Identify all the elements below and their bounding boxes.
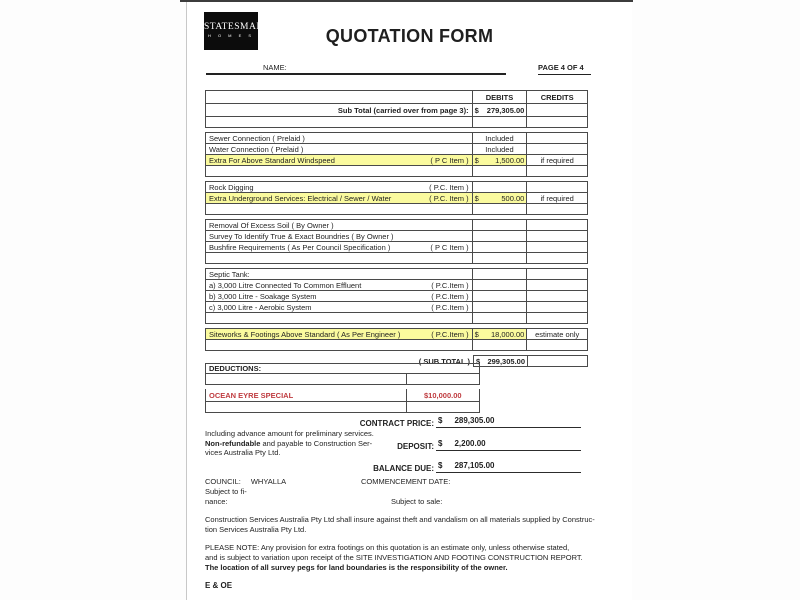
deposit-note: Including advance amount for preliminary services. Non-refundable and payable to Construction Ser- vices Australia Pty Ltd. xyxy=(205,429,374,457)
credits-cell xyxy=(527,133,587,143)
pc-item-tag: ( P.C.Item ) xyxy=(431,329,469,339)
credits-cell xyxy=(527,117,587,127)
logo-text: STATESMAN xyxy=(204,22,264,32)
table-header-row xyxy=(206,91,587,104)
deposit-value: $ 2,200.00 xyxy=(436,439,581,451)
debits-cell xyxy=(473,220,528,230)
description-cell: Extra Underground Services: Electrical / Sewer / Water ( P.C. Item ) xyxy=(206,193,473,203)
please-note-paragraph: PLEASE NOTE: Any provision for extra footings on this quotation is an estimate only, unless otherwise stated, and is subject to variation upon receipt of the SITE INVESTIGATION AND FOOTING CONSTRUCTION REPORT. The location of all survey pegs for land boundaries is the responsibility of the owner. xyxy=(205,543,583,572)
table-row xyxy=(206,329,587,340)
pc-item-tag: ( P.C.Item ) xyxy=(431,302,469,312)
balance-due-row xyxy=(205,461,588,473)
table-row xyxy=(206,280,587,291)
page-number-underline xyxy=(538,74,591,75)
description-cell: Removal Of Excess Soil ( By Owner ) xyxy=(206,220,473,230)
table-row xyxy=(206,193,587,204)
credits-cell xyxy=(527,269,587,279)
debits-cell xyxy=(473,302,528,312)
credits-cell xyxy=(527,291,587,301)
subject-to-finance: Subject to fi- xyxy=(205,487,247,496)
credits-cell xyxy=(527,104,587,116)
description-cell: Septic Tank: xyxy=(206,269,473,279)
council-block: COUNCIL: WHYALLA Subject to fi- nance: COMMENCEMENT DATE: Subject to sale: xyxy=(205,477,625,507)
debits-cell xyxy=(473,166,528,176)
table-row xyxy=(206,104,587,117)
description-cell: Water Connection ( Prelaid ) xyxy=(206,144,473,154)
credits-cell: CREDITS xyxy=(540,92,574,102)
table-row xyxy=(206,182,587,193)
description-cell xyxy=(206,313,473,323)
commencement-date-label: COMMENCEMENT DATE: xyxy=(361,477,451,486)
credits-cell xyxy=(527,253,587,263)
description-cell: ( SUB TOTAL ) xyxy=(418,356,470,366)
table-row xyxy=(206,155,587,166)
credits-cell xyxy=(527,204,587,214)
table-row xyxy=(206,220,587,231)
deposit-label: DEPOSIT: xyxy=(397,442,434,451)
description-cell: a) 3,000 Litre Connected To Common Effluent ( P.C.Item ) xyxy=(206,280,473,290)
page-number-label: PAGE 4 OF 4 xyxy=(538,63,584,72)
pc-item-tag: ( P C Item ) xyxy=(430,155,469,165)
deductions-title: DEDUCTIONS: xyxy=(209,364,262,373)
table-row xyxy=(206,166,587,177)
credits-cell xyxy=(527,280,587,290)
quotation-table xyxy=(205,90,588,371)
debits-cell xyxy=(473,340,528,350)
debits-cell xyxy=(473,242,528,252)
table-group xyxy=(205,90,588,128)
description-cell xyxy=(206,340,473,350)
deduction-item-row xyxy=(205,389,480,402)
balance-due-label: BALANCE DUE: xyxy=(373,464,434,473)
subject-to-sale-label: Subject to sale: xyxy=(391,497,443,506)
deduction-item-label: OCEAN EYRE SPECIAL xyxy=(206,389,407,401)
logo-subtext: H O M E S xyxy=(207,33,255,38)
credits-cell xyxy=(527,166,587,176)
debits-cell: $ 500.00 xyxy=(473,193,528,203)
debits-cell: DEBITS xyxy=(473,91,528,103)
description-cell xyxy=(206,117,473,127)
pc-item-tag: ( P.C.Item ) xyxy=(431,291,469,301)
name-underline xyxy=(206,73,506,75)
quotation-page xyxy=(186,0,632,600)
description-cell xyxy=(206,91,473,103)
council-value: WHYALLA xyxy=(250,477,287,486)
credits-cell xyxy=(527,340,587,350)
table-row xyxy=(206,133,587,144)
table-group xyxy=(205,328,588,351)
description-cell xyxy=(206,253,473,263)
name-label: NAME: xyxy=(263,63,287,72)
debits-cell xyxy=(473,280,528,290)
table-row xyxy=(206,231,587,242)
credits-cell: estimate only xyxy=(535,329,580,339)
credits-cell xyxy=(527,182,587,192)
debits-cell xyxy=(473,204,528,214)
table-row xyxy=(206,204,587,215)
description-cell: Extra For Above Standard Windspeed ( P C Item ) xyxy=(206,155,473,165)
credits-cell xyxy=(527,220,587,230)
debits-cell xyxy=(473,313,528,323)
description-cell xyxy=(206,204,473,214)
pc-item-tag: ( P.C.Item ) xyxy=(431,280,469,290)
table-row xyxy=(206,313,587,324)
debits-cell xyxy=(473,269,528,279)
credits-cell: if required xyxy=(540,193,574,203)
description-cell: Siteworks & Footings Above Standard ( As Per Engineer ) ( P.C.Item ) xyxy=(206,329,473,339)
credits-cell: if required xyxy=(540,155,574,165)
errors-and-omissions-label: E & OE xyxy=(205,581,233,590)
description-cell xyxy=(206,166,473,176)
insurance-paragraph: Construction Services Australia Pty Ltd shall insure against theft and vandalism on all materials supplied by Construc- tion Services Australia Pty Ltd. xyxy=(205,515,595,534)
deduction-item-amount: $10,000.00 xyxy=(424,390,462,400)
debits-cell: $ 279,305.00 xyxy=(473,104,528,116)
table-group xyxy=(205,219,588,264)
debits-cell: $ 18,000.00 xyxy=(473,329,528,339)
description-cell: Survey To Identify True & Exact Boundries ( By Owner ) xyxy=(206,231,473,241)
table-row xyxy=(206,242,587,253)
pc-item-tag: ( P.C. Item ) xyxy=(429,182,469,192)
deductions-table xyxy=(205,363,480,413)
table-row xyxy=(206,253,587,264)
table-row xyxy=(206,117,587,128)
debits-cell xyxy=(473,182,528,192)
credits-cell xyxy=(527,144,587,154)
pc-item-tag: ( P C Item ) xyxy=(430,242,469,252)
debits-cell: Included xyxy=(473,133,528,143)
page-title: QUOTATION FORM xyxy=(325,26,494,46)
table-row xyxy=(206,291,587,302)
description-cell: Sewer Connection ( Prelaid ) xyxy=(206,133,473,143)
page-top-rule xyxy=(180,0,633,2)
description-cell: Bushfire Requirements ( As Per Council Specification ) ( P C Item ) xyxy=(206,242,473,252)
debits-cell: $ 299,305.00 xyxy=(473,355,528,367)
credits-cell xyxy=(527,242,587,252)
credits-cell xyxy=(527,302,587,312)
deductions-empty-row xyxy=(205,374,480,385)
table-row xyxy=(206,340,587,351)
contract-price-row xyxy=(205,416,588,428)
table-group xyxy=(205,132,588,177)
table-row xyxy=(206,302,587,313)
contract-price-value: $ 289,305.00 xyxy=(436,416,581,428)
description-cell: b) 3,000 Litre - Soakage System ( P.C.Item ) xyxy=(206,291,473,301)
balance-due-value: $ 287,105.00 xyxy=(436,461,581,473)
debits-cell xyxy=(473,231,528,241)
table-row xyxy=(206,144,587,155)
table-group xyxy=(205,181,588,215)
debits-cell xyxy=(473,117,528,127)
credits-cell xyxy=(528,355,588,367)
debits-cell: $ 1,500.00 xyxy=(473,155,528,165)
council-label: COUNCIL: xyxy=(205,477,241,486)
credits-cell xyxy=(527,231,587,241)
debits-cell: Included xyxy=(473,144,528,154)
debits-cell xyxy=(473,291,528,301)
description-cell: Sub Total (carried over from page 3): xyxy=(206,104,473,116)
pc-item-tag: ( P.C. Item ) xyxy=(429,193,469,203)
debits-cell xyxy=(473,253,528,263)
contract-price-label: CONTRACT PRICE: xyxy=(359,419,434,428)
table-group xyxy=(205,268,588,324)
deductions-header-row xyxy=(205,363,480,374)
description-cell: Rock Digging ( P.C. Item ) xyxy=(206,182,473,192)
table-row xyxy=(206,269,587,280)
description-cell: c) 3,000 Litre - Aerobic System ( P.C.Item ) xyxy=(206,302,473,312)
credits-cell xyxy=(527,313,587,323)
deductions-empty-row xyxy=(205,402,480,413)
